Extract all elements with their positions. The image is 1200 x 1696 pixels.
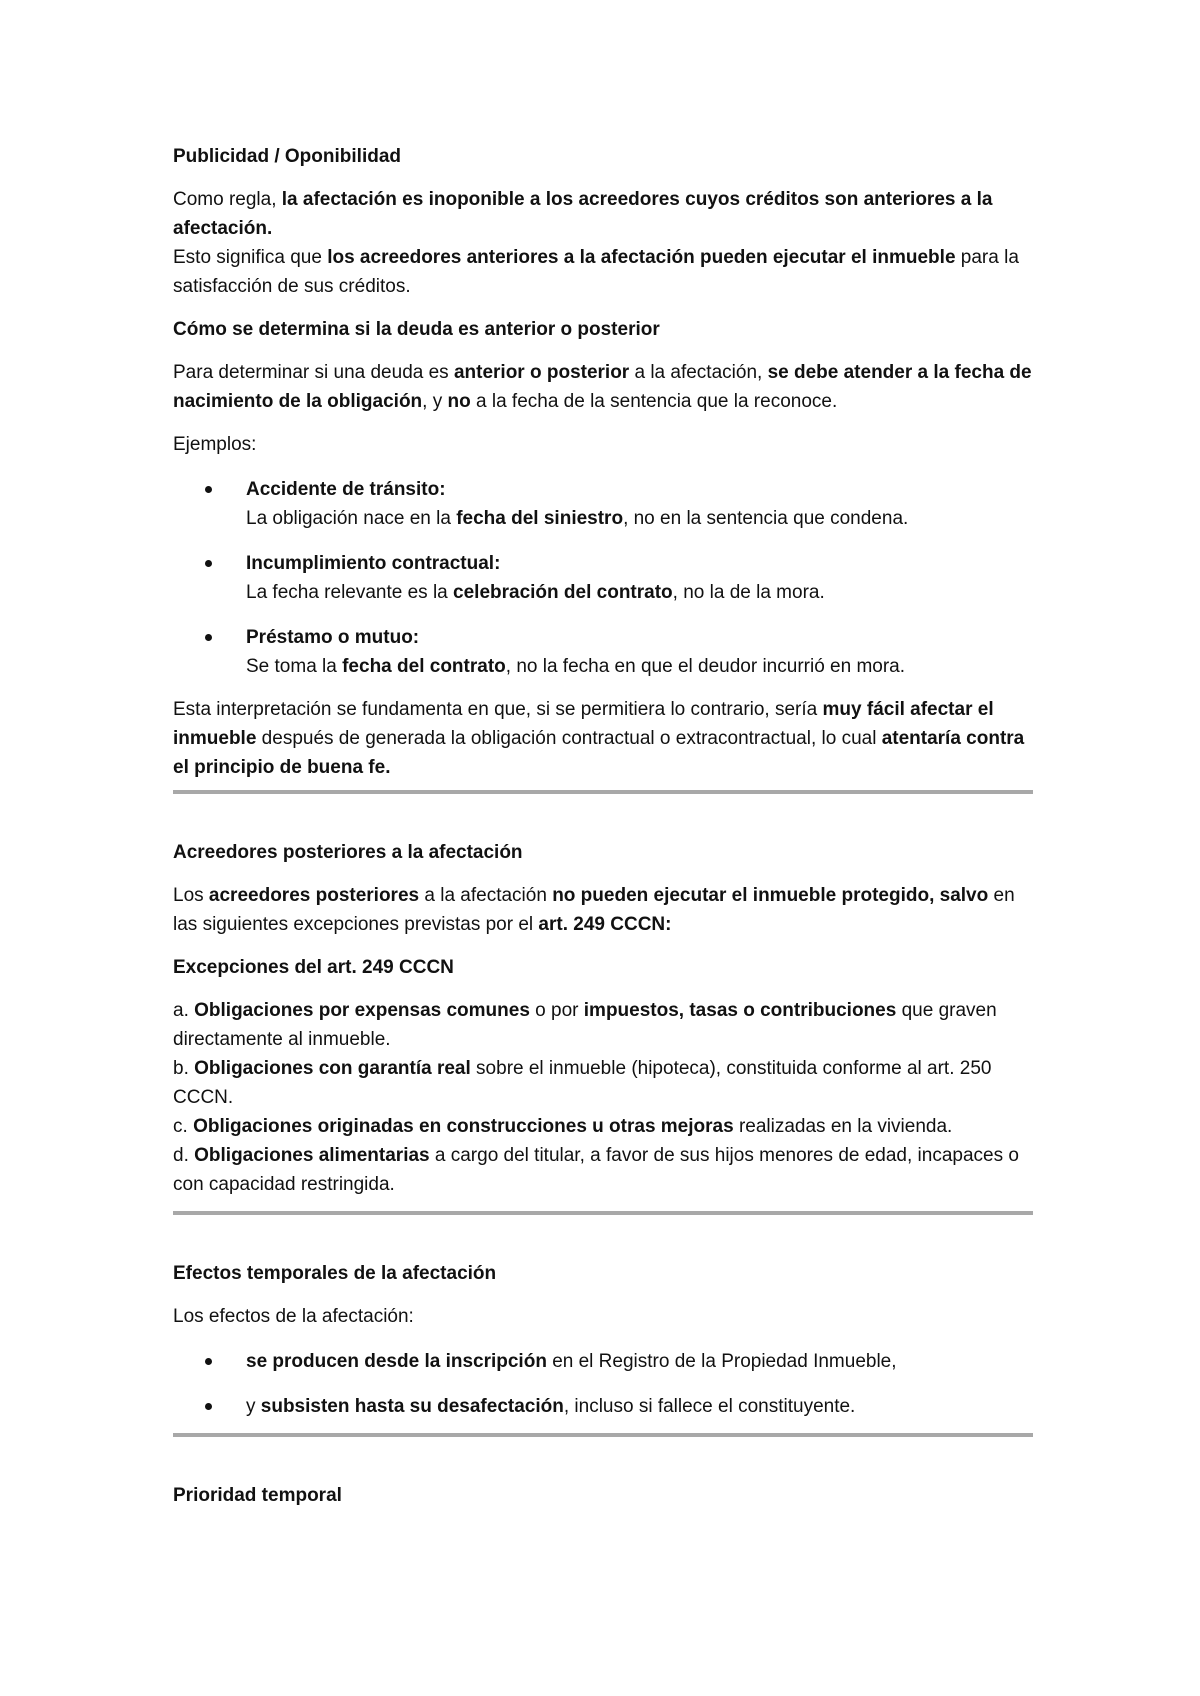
heading-excepciones: Excepciones del art. 249 CCCN: [173, 957, 454, 978]
bullet-icon: [205, 1403, 212, 1410]
list-item-text: [246, 1351, 897, 1372]
list-item-heading: Préstamo o mutuo:: [246, 627, 420, 648]
text: a la afectación: [419, 885, 553, 906]
text: , y: [422, 391, 448, 412]
paragraph: Los efectos de la afectación:: [173, 1306, 414, 1327]
exception-item: [173, 1054, 1033, 1112]
heading-efectos-temporales: Efectos temporales de la afectación: [173, 1263, 497, 1284]
text: a la fecha de la sentencia que la reconoce.: [470, 391, 838, 412]
bold-text: se producen desde la inscripción: [246, 1351, 547, 1372]
list-item-text: [246, 582, 825, 603]
examples-label: Ejemplos:: [173, 434, 257, 455]
divider: [173, 1211, 1033, 1215]
text: en el Registro de la Propiedad Inmueble,: [546, 1351, 897, 1372]
text: a.: [173, 1000, 195, 1021]
bold-text: Obligaciones por expensas comunes: [194, 1000, 530, 1021]
bold-text: los acreedores anteriores a la afectación pueden ejecutar el inmueble: [327, 247, 956, 268]
text: para la satisfacción de sus créditos.: [173, 247, 1019, 297]
paragraph: [173, 695, 1033, 782]
text: después de generada la obligación contractual o extracontractual, lo cual: [256, 728, 882, 749]
bold-text: impuestos, tasas o contribuciones: [583, 1000, 897, 1021]
text: Se toma la: [246, 656, 343, 677]
paragraph: [173, 358, 1033, 416]
heading-deuda-anterior-posterior: Cómo se determina si la deuda es anterior o posterior: [173, 319, 660, 340]
text: realizadas en la vivienda.: [733, 1116, 953, 1137]
list-item: [173, 1392, 1033, 1421]
text: La fecha relevante es la: [246, 582, 454, 603]
bold-text: acreedores posteriores: [208, 885, 420, 906]
bold-text: anterior o posterior: [453, 362, 630, 383]
bullet-icon: [205, 560, 212, 567]
list-item: [173, 1347, 1033, 1376]
text: a cargo del titular, a favor de sus hijos menores de edad, incapaces o con capacidad restringida.: [173, 1145, 1019, 1195]
text: Esto significa que: [173, 247, 328, 268]
text: c.: [173, 1116, 194, 1137]
paragraph: [173, 881, 1033, 939]
bold-text: fecha del contrato: [342, 656, 506, 677]
text: d.: [173, 1145, 195, 1166]
bold-text: muy fácil afectar el inmueble: [173, 699, 994, 749]
text: y: [246, 1396, 261, 1417]
text: , incluso si fallece el constituyente.: [563, 1396, 856, 1417]
heading-acreedores-posteriores: Acreedores posteriores a la afectación: [173, 842, 523, 863]
list-item-text: [246, 1396, 855, 1417]
text: b.: [173, 1058, 195, 1079]
bold-text: no: [447, 391, 471, 412]
divider: [173, 1433, 1033, 1437]
examples-list: [173, 475, 1033, 681]
list-item: [173, 623, 1033, 681]
bold-text: fecha del siniestro: [456, 508, 624, 529]
divider: [173, 790, 1033, 794]
list-item-text: [246, 508, 908, 529]
text: , no la de la mora.: [672, 582, 825, 603]
paragraph: [173, 243, 1033, 301]
bold-text: no pueden ejecutar el inmueble protegido, salvo: [552, 885, 989, 906]
text: , no la fecha en que el deudor incurrió en mora.: [505, 656, 906, 677]
document-body: [173, 142, 1033, 1510]
bold-text: celebración del contrato: [453, 582, 673, 603]
list-item-text: [246, 656, 905, 677]
bold-text: art. 249 CCCN:: [538, 914, 672, 935]
text: sobre el inmueble (hipoteca), constituida conforme al art. 250 CCCN.: [173, 1058, 992, 1108]
list-item-heading: Incumplimiento contractual:: [246, 553, 501, 574]
text: La obligación nace en la: [246, 508, 457, 529]
exception-item: [173, 1112, 1033, 1141]
bold-text: Obligaciones alimentarias: [194, 1145, 430, 1166]
bold-text: la afectación es inoponible a los acreedores cuyos créditos son anteriores a la afectación.: [173, 189, 993, 239]
text: en las siguientes excepciones previstas por el: [173, 885, 1015, 935]
text: Como regla,: [173, 189, 282, 210]
text: Esta interpretación se fundamenta en que, si se permitiera lo contrario, sería: [173, 699, 823, 720]
exception-item: [173, 1141, 1033, 1199]
text: que graven directamente al inmueble.: [173, 1000, 997, 1050]
text: a la afectación,: [629, 362, 768, 383]
text: o por: [529, 1000, 584, 1021]
heading-prioridad-temporal: Prioridad temporal: [173, 1485, 342, 1506]
bullet-icon: [205, 486, 212, 493]
list-item-heading: Accidente de tránsito:: [246, 479, 446, 500]
text: Para determinar si una deuda es: [173, 362, 454, 383]
effects-list: [173, 1347, 1033, 1421]
bold-text: subsisten hasta su desafectación: [260, 1396, 564, 1417]
heading-publicidad: Publicidad / Oponibilidad: [173, 146, 401, 167]
bold-text: Obligaciones originadas en construcciones u otras mejoras: [193, 1116, 734, 1137]
bold-text: Obligaciones con garantía real: [194, 1058, 471, 1079]
bullet-icon: [205, 634, 212, 641]
list-item: [173, 475, 1033, 533]
exception-item: [173, 996, 1033, 1054]
bullet-icon: [205, 1358, 212, 1365]
text: Los: [173, 885, 209, 906]
list-item: [173, 549, 1033, 607]
paragraph: [173, 185, 1033, 243]
bold-text: atentaría contra el principio de buena fe.: [173, 728, 1025, 778]
text: , no en la sentencia que condena.: [623, 508, 909, 529]
bold-text: se debe atender a la fecha de nacimiento de la obligación: [173, 362, 1032, 412]
